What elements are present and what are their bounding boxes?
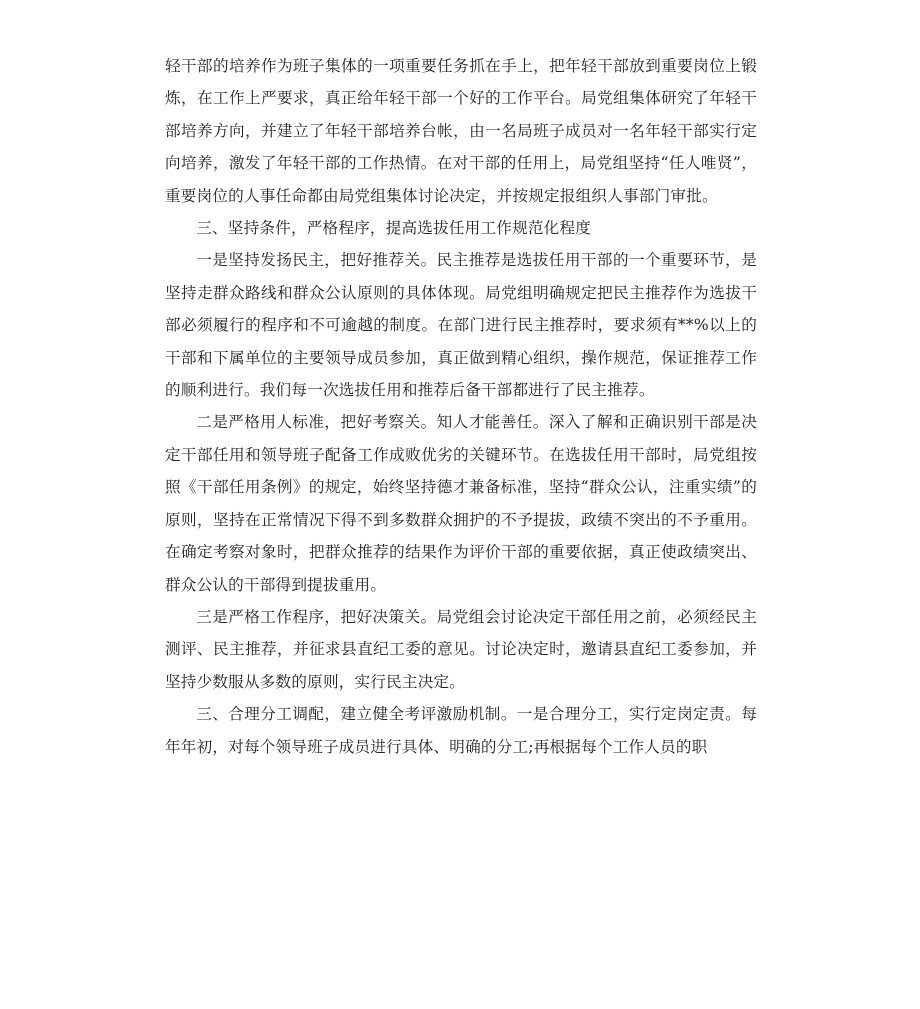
paragraph-recommendation: 一是坚持发扬民主，把好推荐关。民主推荐是选拔任用干部的一个重要环节，是坚持走群众路线和群众公认原则的具体体现。局党组明确规定把民主推荐作为选拔干部必须履行的程序和不可逾越的制度。在部门进行民主推荐时，要求须有**%以上的干部和下属单位的主要领导成员参加，真正做到精心组织，操作规范，保证推荐工作的顺利进行。我们每一次选拔任用和推荐后备干部都进行了民主推荐。 [165,251,757,400]
section-heading-3: 三、坚持条件，严格程序，提高选拔任用工作规范化程度 [196,219,592,238]
paragraph-decision: 三是严格工作程序，把好决策关。局党组会讨论决定干部任用之前，必须经民主测评、民主推荐，并征求县直纪工委的意见。讨论决定时，邀请县直纪工委参加，并坚持少数服从多数的原则，实行民主决定。 [165,607,757,691]
paragraph-inspection: 二是严格用人标准，把好考察关。知人才能善任。深入了解和正确识别干部是决定干部任用和领导班子配备工作成败优劣的关键环节。在选拔任用干部时，局党组按照《干部任用条例》的规定，始终坚持德才兼备标准，坚持“群众公认，注重实绩”的原则，坚持在正常情况下得不到多数群众拥护的不予提拔，政绩不突出的不予重用。在确定考察对象时，把群众推荐的结果作为评价干部的重要依据，真正使政绩突出、群众公认的干部得到提拔重用。 [165,413,757,594]
paragraph-division-of-labor: 三、合理分工调配，建立健全考评激励机制。一是合理分工，实行定岗定责。每年年初，对每个领导班子成员进行具体、明确的分工;再根据每个工作人员的职 [165,705,757,756]
paragraph-continuation: 轻干部的培养作为班子集体的一项重要任务抓在手上，把年轻干部放到重要岗位上锻炼，在工作上严要求，真正给年轻干部一个好的工作平台。局党组集体研究了年轻干部培养方向，并建立了年轻干部培养台帐，由一名局班子成员对一名年轻干部实行定向培养，激发了年轻干部的工作热情。在对干部的任用上，局党组坚持“任人唯贤”，重要岗位的人事任命都由局党组集体讨论决定，并按规定报组织人事部门审批。 [165,57,757,205]
document-body [165,50,757,763]
